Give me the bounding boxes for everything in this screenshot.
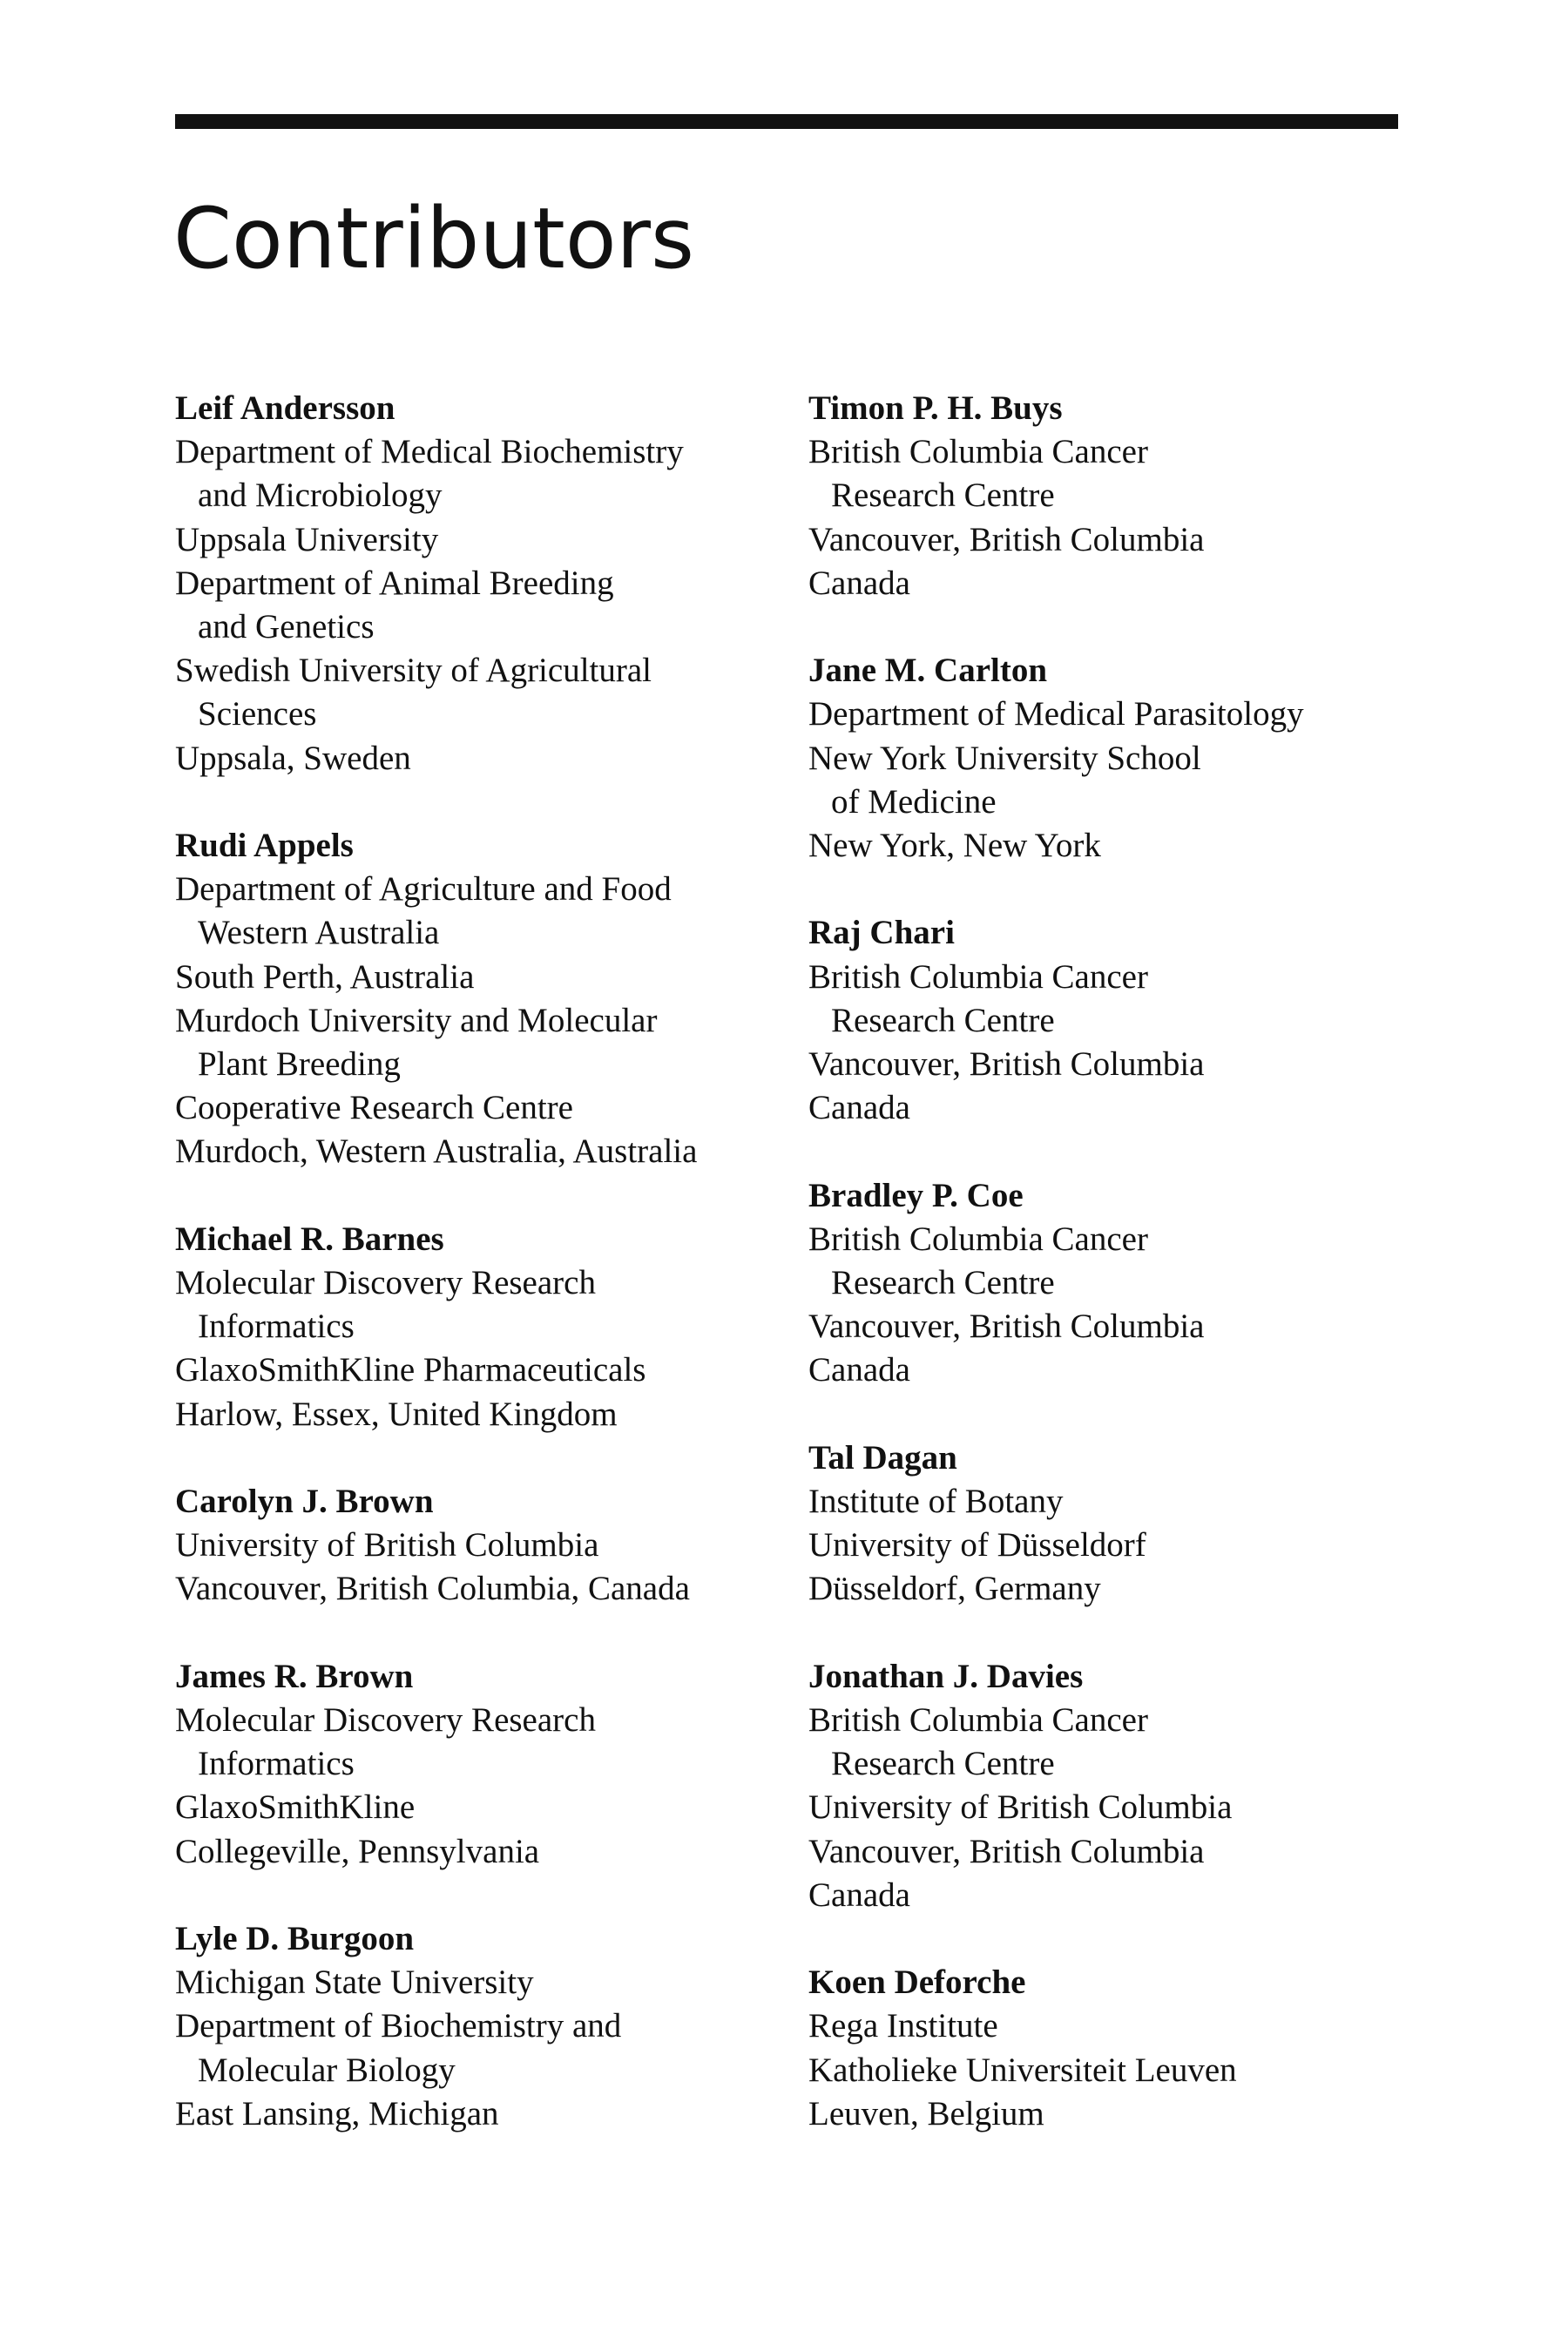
affiliation-line: Department of Biochemistry and xyxy=(175,2007,622,2045)
contributor-name: Timon P. H. Buys xyxy=(808,389,1063,427)
affiliation-line: Department of Medical Biochemistry xyxy=(175,433,684,471)
contributor-name: James R. Brown xyxy=(175,1657,414,1695)
affiliation-line: University of Düsseldorf xyxy=(808,1526,1146,1565)
contributor-name: Michael R. Barnes xyxy=(175,1220,444,1258)
affiliation-line: Research Centre xyxy=(831,1264,1055,1302)
contributor-entry xyxy=(175,1218,767,1436)
affiliation-line: Department of Animal Breeding xyxy=(175,564,614,602)
contributor-name: Raj Chari xyxy=(808,914,955,952)
affiliation-line: Collegeville, Pennsylvania xyxy=(175,1832,540,1870)
affiliation-line: Molecular Biology xyxy=(198,2051,456,2089)
affiliation-line: University of British Columbia xyxy=(808,1788,1233,1827)
affiliation-line: New York, New York xyxy=(808,827,1101,865)
contributor-entry xyxy=(175,1480,767,1612)
affiliation-line: GlaxoSmithKline Pharmaceuticals xyxy=(175,1351,646,1389)
affiliation-line: Research Centre xyxy=(831,1745,1055,1783)
contributor-name: Rudi Appels xyxy=(175,827,354,865)
affiliation-line: Department of Medical Parasitology xyxy=(808,695,1304,733)
affiliation-line: Leuven, Belgium xyxy=(808,2094,1044,2132)
affiliation-line: Molecular Discovery Research xyxy=(175,1264,596,1302)
affiliation-line: Vancouver, British Columbia xyxy=(808,1832,1205,1870)
affiliation-line: and Genetics xyxy=(198,608,375,646)
affiliation-line: South Perth, Australia xyxy=(175,957,475,996)
affiliation-line: Institute of Botany xyxy=(808,1483,1064,1521)
affiliation-line: Sciences xyxy=(198,695,317,733)
affiliation-line: Department of Agriculture and Food xyxy=(175,870,672,909)
affiliation-line: Düsseldorf, Germany xyxy=(808,1570,1101,1608)
contributor-entry xyxy=(808,387,1401,605)
affiliation-line: British Columbia Cancer xyxy=(808,433,1148,471)
page-title: Contributors xyxy=(173,190,695,287)
contributor-name: Leif Andersson xyxy=(175,389,395,427)
affiliation-line: East Lansing, Michigan xyxy=(175,2094,499,2132)
contributor-entry xyxy=(175,387,767,781)
contributor-name: Jane M. Carlton xyxy=(808,652,1048,690)
affiliation-line: Plant Breeding xyxy=(198,1045,401,1084)
affiliation-line: British Columbia Cancer xyxy=(808,957,1148,996)
affiliation-line: Uppsala University xyxy=(175,520,439,558)
affiliation-line: Research Centre xyxy=(831,1001,1055,1039)
contributor-entry xyxy=(808,649,1401,868)
contributor-entry xyxy=(808,1436,1401,1612)
contributor-entry xyxy=(808,1961,1401,2136)
affiliation-line: Vancouver, British Columbia xyxy=(808,1308,1205,1346)
affiliation-line: British Columbia Cancer xyxy=(808,1220,1148,1258)
contributor-name: Koen Deforche xyxy=(808,1963,1026,2002)
affiliation-line: Informatics xyxy=(198,1745,355,1783)
contributor-name: Jonathan J. Davies xyxy=(808,1657,1084,1695)
affiliation-line: Western Australia xyxy=(198,914,440,952)
affiliation-line: Rega Institute xyxy=(808,2007,998,2045)
affiliation-line: GlaxoSmithKline xyxy=(175,1788,416,1827)
contributor-name: Tal Dagan xyxy=(808,1438,957,1477)
affiliation-line: Murdoch, Western Australia, Australia xyxy=(175,1132,698,1171)
affiliation-line: British Columbia Cancer xyxy=(808,1701,1148,1740)
contributor-entry xyxy=(175,824,767,1174)
affiliation-line: Swedish University of Agricultural xyxy=(175,652,652,690)
contributors-column-right xyxy=(808,387,1401,2180)
affiliation-line: Canada xyxy=(808,1876,910,1914)
affiliation-line: of Medicine xyxy=(831,782,997,821)
contributors-column-left xyxy=(175,387,767,2180)
affiliation-line: University of British Columbia xyxy=(175,1526,599,1565)
contributor-name: Bradley P. Coe xyxy=(808,1176,1024,1214)
affiliation-line: Katholieke Universiteit Leuven xyxy=(808,2051,1237,2089)
affiliation-line: Canada xyxy=(808,1089,910,1127)
affiliation-line: Research Centre xyxy=(831,476,1055,515)
affiliation-line: Cooperative Research Centre xyxy=(175,1089,573,1127)
contributor-entry xyxy=(808,1655,1401,1917)
affiliation-line: and Microbiology xyxy=(198,476,443,515)
contributor-name: Lyle D. Burgoon xyxy=(175,1920,415,1958)
affiliation-line: Michigan State University xyxy=(175,1963,534,2002)
affiliation-line: New York University School xyxy=(808,739,1201,777)
top-rule xyxy=(175,114,1398,129)
affiliation-line: Canada xyxy=(808,564,910,602)
affiliation-line: Murdoch University and Molecular xyxy=(175,1001,658,1039)
affiliation-line: Harlow, Essex, United Kingdom xyxy=(175,1395,618,1433)
affiliation-line: Vancouver, British Columbia xyxy=(808,520,1205,558)
affiliation-line: Uppsala, Sweden xyxy=(175,739,411,777)
contributor-entry xyxy=(175,1917,767,2136)
contributor-entry xyxy=(808,1174,1401,1393)
contributor-name: Carolyn J. Brown xyxy=(175,1483,434,1521)
affiliation-line: Vancouver, British Columbia, Canada xyxy=(175,1570,690,1608)
affiliation-line: Molecular Discovery Research xyxy=(175,1701,596,1740)
contributor-entry xyxy=(808,911,1401,1130)
contributor-entry xyxy=(175,1655,767,1874)
affiliation-line: Vancouver, British Columbia xyxy=(808,1045,1205,1084)
affiliation-line: Canada xyxy=(808,1351,910,1389)
affiliation-line: Informatics xyxy=(198,1308,355,1346)
